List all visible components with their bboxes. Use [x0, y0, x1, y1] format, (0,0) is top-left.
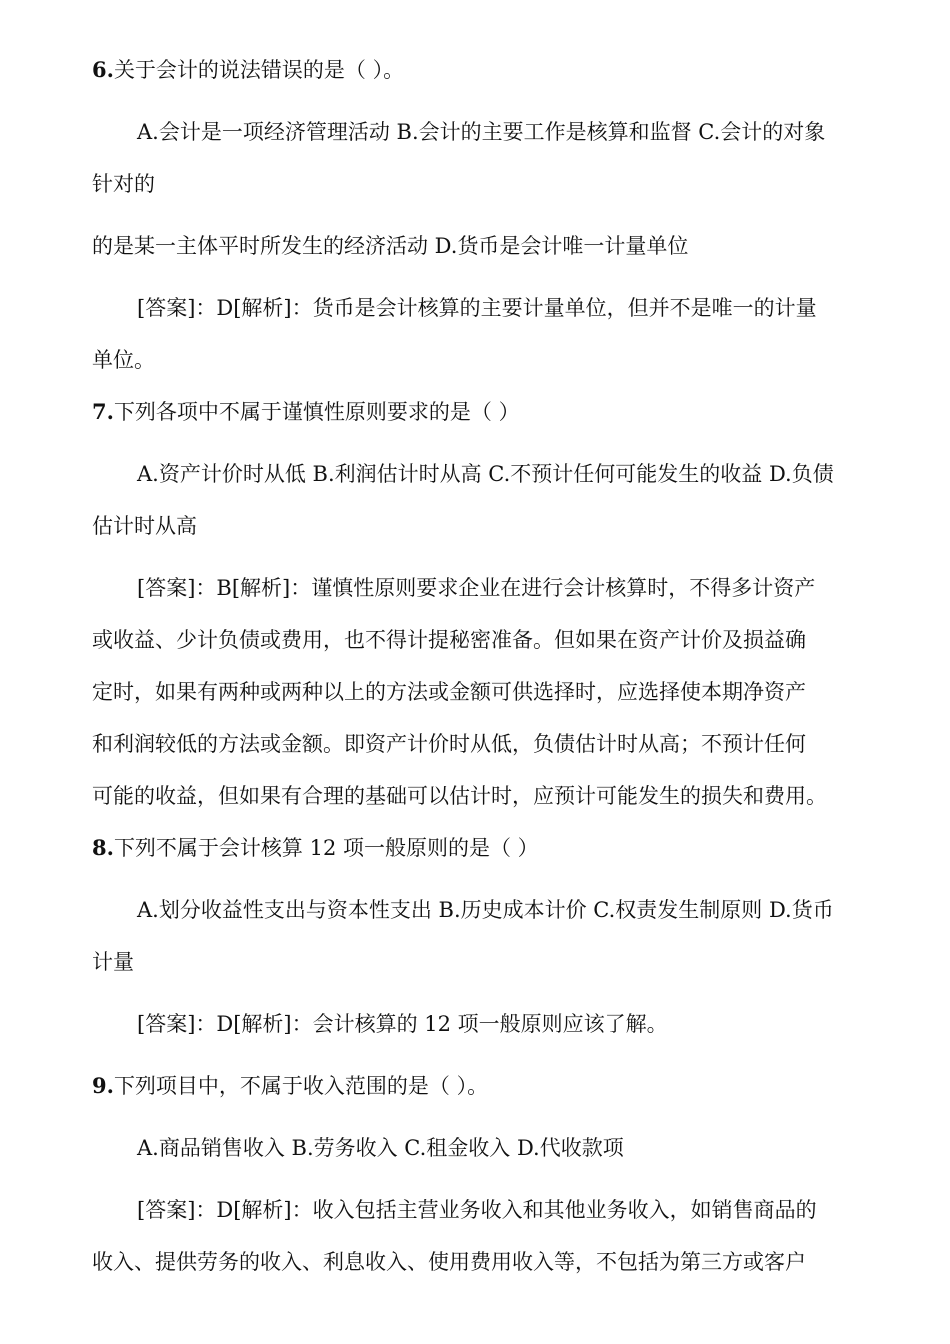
- question-7-options-line-1: A.资产计价时从低 B.利润估计时从高 C.不预计任何可能发生的收益 D.负债: [137, 462, 834, 486]
- question-9-title: [92, 1060, 864, 1112]
- question-8-options-line-1: A.划分收益性支出与资本性支出 B.历史成本计价 C.权责发生制原则 D.货币: [137, 898, 834, 922]
- question-9-answer-line-1: [答案]：D[解析]：收入包括主营业务收入和其他业务收入，如销售商品的: [137, 1198, 817, 1222]
- question-9-answer-line-2: 收入、提供劳务的收入、利息收入、使用费用收入等，不包括为第三方或客户: [92, 1250, 806, 1274]
- question-7-answer-line-1: [答案]：B[解析]：谨慎性原则要求企业在进行会计核算时，不得多计资产: [137, 576, 816, 600]
- question-7-answer-line-5: 可能的收益，但如果有合理的基础可以估计时，应预计可能发生的损失和费用。: [92, 784, 827, 808]
- question-6-title: [92, 44, 864, 96]
- question-8-answer-line-1: [答案]：D[解析]：会计核算的 12 项一般原则应该了解。: [137, 1012, 668, 1036]
- question-number: 8.: [92, 835, 114, 860]
- question-9-options-line-1: A.商品销售收入 B.劳务收入 C.租金收入 D.代收款项: [137, 1136, 624, 1160]
- question-8-options-line-2: 计量: [92, 950, 134, 974]
- question-text: 下列不属于会计核算 12 项一般原则的是（ ）: [113, 836, 539, 860]
- question-6-answer-line-2: 单位。: [92, 348, 155, 372]
- question-text: 下列项目中，不属于收入范围的是（ ）。: [113, 1074, 489, 1098]
- question-7-options-line-2: 估计时从高: [92, 514, 197, 538]
- question-number: 7.: [92, 399, 114, 424]
- question-7-answer-line-3: 定时，如果有两种或两种以上的方法或金额可供选择时，应选择使本期净资产: [92, 680, 806, 704]
- question-text: 关于会计的说法错误的是（ ）。: [113, 58, 405, 82]
- question-6-answer-line-1: [答案]：D[解析]：货币是会计核算的主要计量单位，但并不是唯一的计量: [137, 296, 817, 320]
- question-6-options-line-1: A.会计是一项经济管理活动 B.会计的主要工作是核算和监督 C.会计的对象: [137, 120, 826, 144]
- question-6-options-continued: 的是某一主体平时所发生的经济活动 D.货币是会计唯一计量单位: [92, 234, 689, 258]
- question-number: 9.: [92, 1073, 114, 1098]
- question-6-options-line-2: 针对的: [92, 172, 155, 196]
- question-7-answer-line-4: 和利润较低的方法或金额。即资产计价时从低，负债估计时从高；不预计任何: [92, 732, 806, 756]
- question-8-title: [92, 822, 864, 874]
- question-text: 下列各项中不属于谨慎性原则要求的是（ ）: [113, 400, 520, 424]
- question-7-answer-line-2: 或收益、少计负债或费用，也不得计提秘密准备。但如果在资产计价及损益确: [92, 628, 806, 652]
- question-7-title: [92, 386, 864, 438]
- question-number: 6.: [92, 57, 114, 82]
- document-page: [92, 44, 864, 1288]
